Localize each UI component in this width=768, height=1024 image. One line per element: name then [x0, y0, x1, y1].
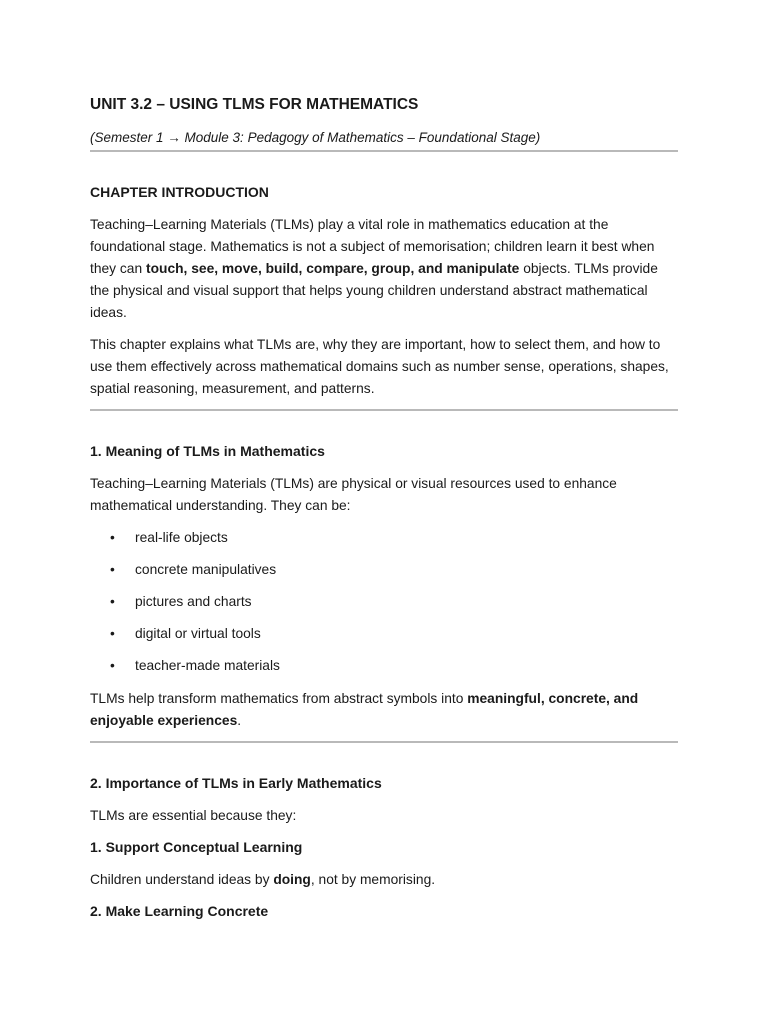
section-1-paragraph-1: Teaching–Learning Materials (TLMs) are physical or visual resources used to enhance mathematical understanding. They can be:	[90, 476, 617, 513]
list-item	[90, 656, 678, 676]
list-item-label: real-life objects	[135, 530, 228, 545]
subsection-1-emphasis: doing	[273, 872, 311, 887]
chapter-introduction-heading: CHAPTER INTRODUCTION	[90, 184, 269, 200]
bullet-icon: •	[110, 626, 115, 641]
list-item-label: concrete manipulatives	[135, 562, 277, 577]
subsection-1-text-b: , not by memorising.	[310, 872, 436, 887]
bullet-icon: •	[110, 658, 115, 673]
subsection-1-paragraph	[90, 869, 678, 891]
section-1-p2-text-a: TLMs help transform mathematics from abstract symbols into	[90, 691, 468, 706]
section-1-heading: 1. Meaning of TLMs in Mathematics	[90, 443, 325, 459]
divider	[90, 409, 678, 411]
list-item-label: pictures and charts	[135, 594, 252, 609]
bullet-icon: •	[110, 562, 115, 577]
divider	[90, 150, 678, 152]
subsection-1-text-a: Children understand ideas by	[90, 872, 274, 887]
intro-p1-text-b: objects. TLMs provide the physical and visual support that helps young children understand abstract mathematical ideas.	[90, 261, 658, 320]
intro-p1-emphasis: touch, see, move, build, compare, group, and manipulate	[146, 261, 520, 276]
list-item	[90, 592, 678, 612]
page-subtitle: (Semester 1 → Module 3: Pedagogy of Mathematics – Foundational Stage)	[90, 130, 541, 145]
document-content	[90, 94, 678, 921]
bullet-icon: •	[110, 594, 115, 609]
section-2-paragraph-1: TLMs are essential because they:	[90, 808, 297, 823]
bullet-icon: •	[110, 530, 115, 545]
section-1-paragraph-2	[90, 688, 678, 732]
subsection-1-heading: 1. Support Conceptual Learning	[90, 839, 303, 855]
list-item	[90, 560, 678, 580]
intro-paragraph-2: This chapter explains what TLMs are, why they are important, how to select them, and how to use them effectively across mathematical domains such as number sense, operations, shapes, spatial reasoning, measurement, and patterns.	[90, 337, 669, 396]
intro-paragraph-1	[90, 214, 678, 324]
page-title: UNIT 3.2 – USING TLMS FOR MATHEMATICS	[90, 96, 419, 113]
section-2-heading: 2. Importance of TLMs in Early Mathematics	[90, 775, 382, 791]
divider	[90, 741, 678, 743]
list-item-label: digital or virtual tools	[135, 626, 261, 641]
list-item	[90, 528, 678, 548]
section-1-p2-emphasis: meaningful, concrete, and enjoyable experiences	[90, 691, 639, 728]
section-1-p2-text-b: .	[237, 713, 242, 728]
tlm-types-list	[90, 528, 678, 676]
list-item-label: teacher-made materials	[135, 658, 280, 673]
list-item	[90, 624, 678, 644]
subsection-2-heading: 2. Make Learning Concrete	[90, 903, 269, 919]
intro-p1-text-a: Teaching–Learning Materials (TLMs) play a vital role in mathematics education at the foundational stage. Mathematics is not a subject of memorisation; children learn it best when they can	[90, 217, 655, 276]
